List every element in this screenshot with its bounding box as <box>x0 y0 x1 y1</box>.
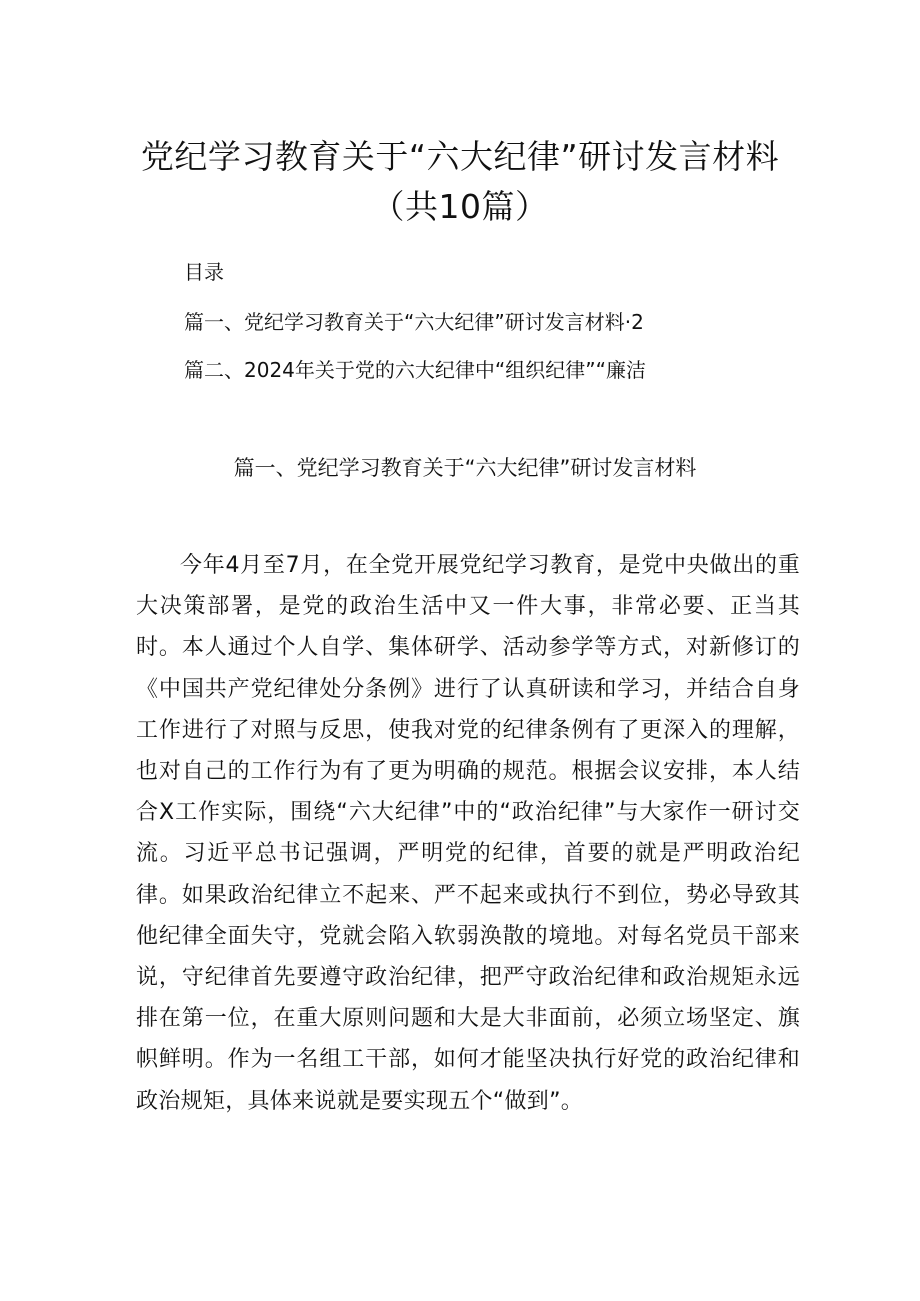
section-heading: 篇一、党纪学习教育关于“六大纪律”研讨发言材料 <box>233 456 697 480</box>
document-title: 党纪学习教育关于“六大纪律”研讨发言材料（共10篇） <box>140 137 780 226</box>
toc-item[interactable]: 篇二、2024年关于党的六大纪律中“组织纪律”“廉洁 <box>184 358 646 382</box>
toc-heading: 目录 <box>184 260 224 284</box>
body-paragraph: 今年4月至7月，在全党开展党纪学习教育，是党中央做出的重大决策部署，是党的政治生活中又一件大事，非常必要、正当其时。本人通过个人自学、集体研学、活动参学等方式，对新修订的《中国共产党纪律处分条例》进行了认真研读和学习，并结合自身工作进行了对照与反思，使我对党的纪律条例有了更深入的理解，也对自己的工作行为有了更为明确的规范。根据会议安排，本人结合X工作实际，围绕“六大纪律”中的“政治纪律”与大家作一研讨交流。习近平总书记强调，严明党的纪律，首要的就是严明政治纪律。如果政治纪律立不起来、严不起来或执行不到位，势必导致其他纪律全面失守，党就会陷入软弱涣散的境地。对每名党员干部来说，守纪律首先要遵守政治纪律，把严守政治纪律和政治规矩永远排在第一位，在重大原则问题和大是大非面前，必须立场坚定、旗帜鲜明。作为一名组工干部，如何才能坚决执行好党的政治纪律和政治规矩，具体来说就是要实现五个“做到”。 <box>136 553 800 1114</box>
toc-item[interactable]: 篇一、党纪学习教育关于“六大纪律”研讨发言材料·2 <box>184 310 644 334</box>
